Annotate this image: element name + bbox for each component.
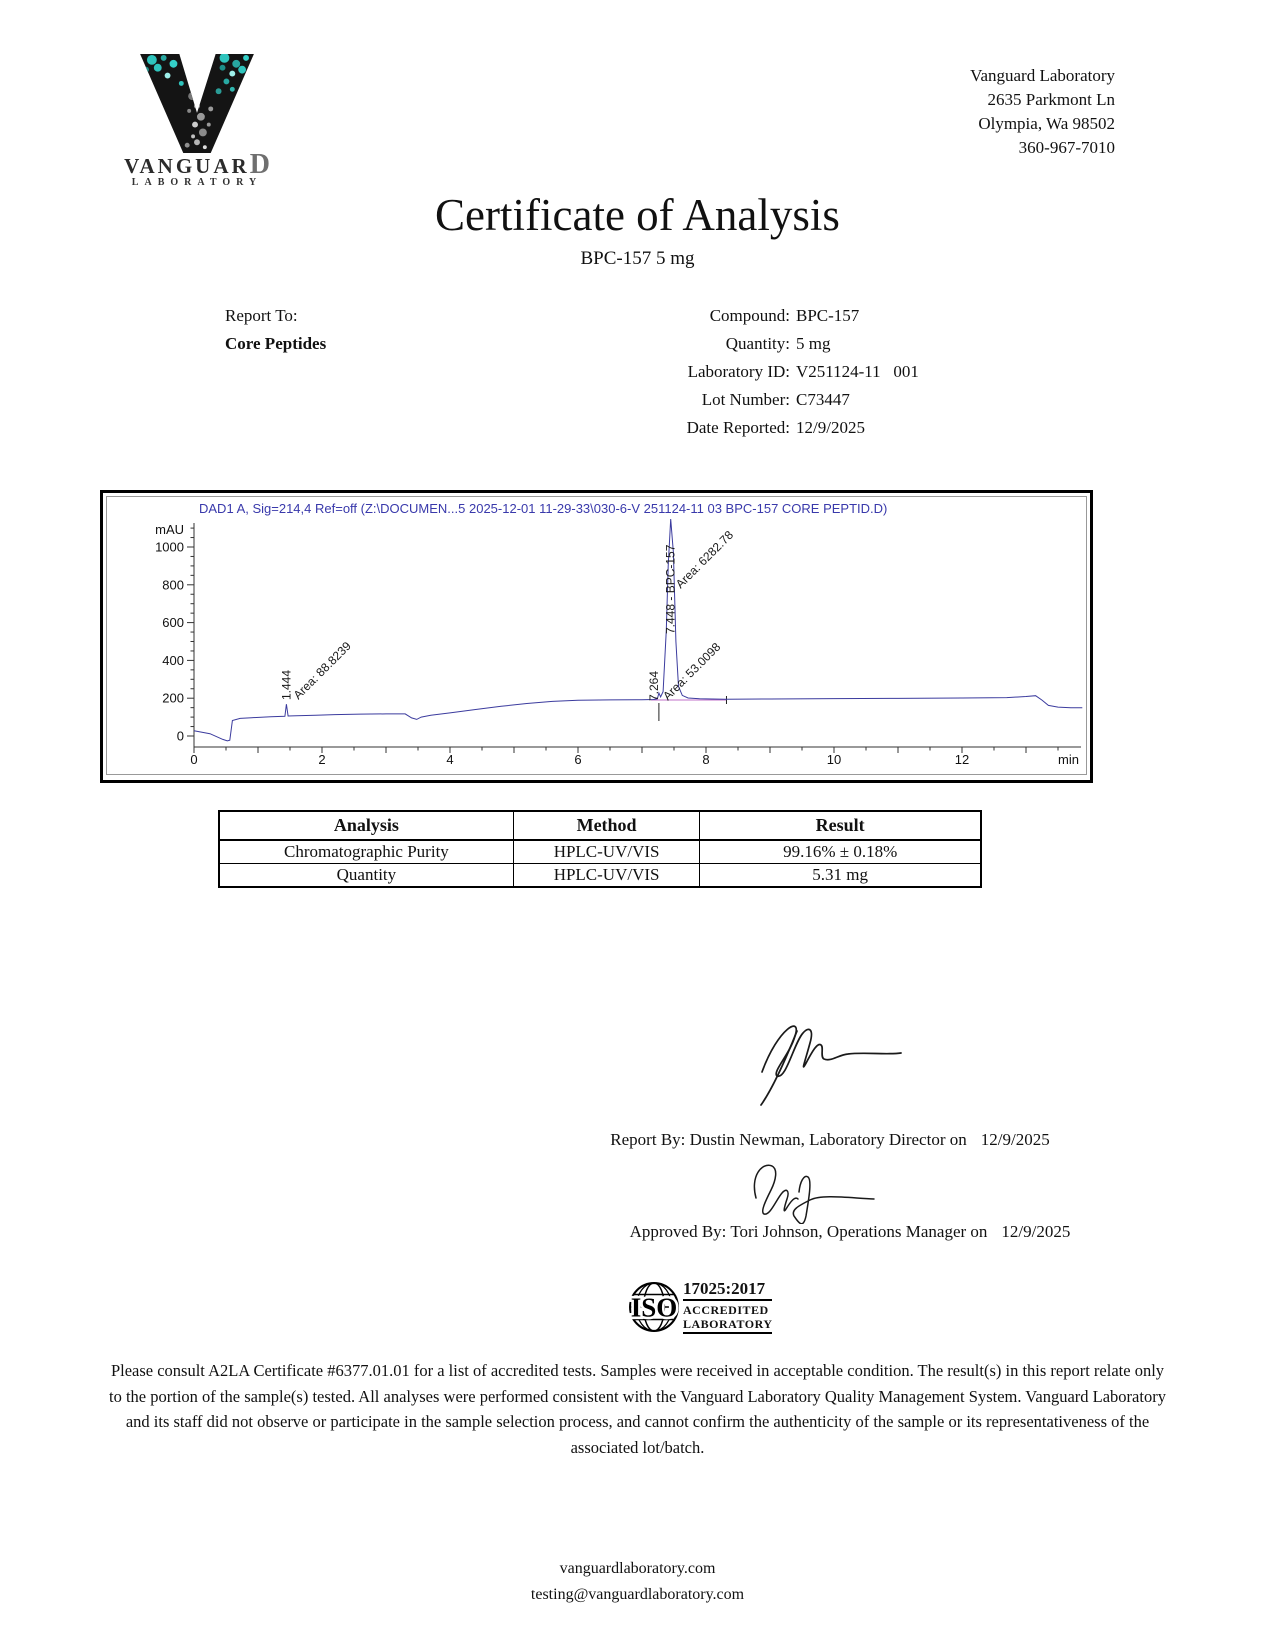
results-header-row xyxy=(219,811,981,840)
svg-text:Area: 53.0098: Area: 53.0098 xyxy=(660,639,724,704)
svg-text:0: 0 xyxy=(176,728,184,744)
svg-text:Area: 88.8239: Area: 88.8239 xyxy=(290,638,354,703)
iso-text-block xyxy=(683,1280,772,1334)
svg-text:8: 8 xyxy=(702,752,710,767)
detail-row-laboratory-id: Laboratory ID: V251124-11 001 xyxy=(687,362,919,381)
iso-laboratory-label: LABORATORY xyxy=(683,1317,772,1334)
svg-text:200: 200 xyxy=(162,690,184,706)
table-row xyxy=(219,840,981,864)
svg-text:7.264: 7.264 xyxy=(646,670,661,701)
detail-row-date-reported: Date Reported: 12/9/2025 xyxy=(686,418,865,437)
report-by-line xyxy=(480,1130,1180,1150)
logo-wordmark: VANGUARD xyxy=(124,149,270,180)
column-header-analysis: Analysis xyxy=(219,811,513,840)
cell-analysis: Chromatographic Purity xyxy=(219,840,513,864)
footer-website: vanguardlaboratory.com xyxy=(559,1560,716,1577)
report-to-name: Core Peptides xyxy=(225,334,327,353)
svg-text:1000: 1000 xyxy=(155,539,184,555)
iso-accreditation-badge xyxy=(628,1280,772,1334)
lab-name: Vanguard Laboratory xyxy=(970,66,1115,85)
detail-row-compound: Compound: BPC-157 xyxy=(709,306,860,325)
lab-city: Olympia, Wa 98502 xyxy=(978,114,1115,133)
iso-accredited-label: ACCREDITED xyxy=(683,1303,769,1317)
logo-subtitle: LABORATORY xyxy=(131,177,263,188)
svg-text:600: 600 xyxy=(162,615,184,631)
svg-text:6: 6 xyxy=(574,752,582,767)
approved-date: 12/9/2025 xyxy=(1001,1222,1071,1241)
chromatogram-plot xyxy=(107,497,1084,772)
svg-text:7.448 - BPC-157: 7.448 - BPC-157 xyxy=(663,544,678,634)
report-to-label: Report To: xyxy=(225,306,298,325)
results-table xyxy=(218,810,982,888)
svg-text:DAD1 A, Sig=214,4 Ref=off (Z:\: DAD1 A, Sig=214,4 Ref=off (Z:\DOCUMEN...5 2025-12-01 11-29-33\030-6-V 251124-11 03 BPC-157 CORE PEPTID.D) xyxy=(199,501,888,516)
cell-result: 99.16% ± 0.18% xyxy=(700,840,981,864)
report-to-block xyxy=(225,302,326,358)
svg-text:0: 0 xyxy=(190,752,198,767)
approved-by-line xyxy=(500,1222,1200,1242)
table-row xyxy=(219,864,981,888)
chromatogram-panel xyxy=(100,490,1093,783)
lab-address-block xyxy=(970,64,1115,160)
svg-text:800: 800 xyxy=(162,577,184,593)
report-date: 12/9/2025 xyxy=(980,1130,1050,1149)
detail-row-lot-number: Lot Number: C73447 xyxy=(701,390,850,409)
footer-contact xyxy=(0,1556,1275,1608)
svg-text:ISO: ISO xyxy=(630,1292,678,1323)
svg-text:Area: 6282.78: Area: 6282.78 xyxy=(672,527,737,592)
cell-method: HPLC-UV/VIS xyxy=(513,864,700,888)
svg-text:400: 400 xyxy=(162,652,184,668)
approved-by-text: Approved By: Tori Johnson, Operations Manager on xyxy=(629,1222,988,1241)
svg-text:2: 2 xyxy=(318,752,326,767)
chromatogram-inner-frame xyxy=(106,496,1087,775)
svg-text:10: 10 xyxy=(826,752,842,767)
iso-standard: 17025:2017 xyxy=(683,1280,772,1301)
manager-signature xyxy=(742,1158,887,1224)
column-header-result: Result xyxy=(700,811,981,840)
page-subtitle: BPC-157 5 mg xyxy=(580,248,695,269)
report-by-text: Report By: Dustin Newman, Laboratory Director on xyxy=(610,1130,967,1149)
svg-text:1.444: 1.444 xyxy=(279,669,294,700)
cell-analysis: Quantity xyxy=(219,864,513,888)
svg-text:12: 12 xyxy=(954,752,970,767)
disclaimer-paragraph: Please consult A2LA Certificate #6377.01.01 for a list of accredited tests. Samples were received in acceptable condition. The result(s) in this report relate only to the portion of the sample(s) tested. All analyses were performed consistent with the Vanguard Laboratory Quality Management System. Vanguard Laboratory and its staff did not observe or participate in the sample selection process, and cannot confirm the authenticity of the sample or its representativeness of the associated lot/batch. xyxy=(109,1361,1166,1457)
page-title: Certificate of Analysis xyxy=(435,190,840,240)
lab-phone: 360-967-7010 xyxy=(1018,138,1115,157)
detail-row-quantity: Quantity: 5 mg xyxy=(725,334,831,353)
vanguard-v-mosaic-icon xyxy=(136,52,258,155)
iso-globe-icon xyxy=(628,1281,680,1333)
sample-details-block xyxy=(455,302,1015,442)
cell-result: 5.31 mg xyxy=(700,864,981,888)
vanguard-logo xyxy=(112,52,282,188)
lab-street: 2635 Parkmont Ln xyxy=(987,90,1115,109)
svg-text:min: min xyxy=(1058,752,1079,767)
column-header-method: Method xyxy=(513,811,700,840)
svg-text:4: 4 xyxy=(446,752,454,767)
cell-method: HPLC-UV/VIS xyxy=(513,840,700,864)
footer-email: testing@vanguardlaboratory.com xyxy=(530,1586,745,1603)
svg-text:mAU: mAU xyxy=(155,522,184,537)
director-signature xyxy=(738,1008,908,1113)
